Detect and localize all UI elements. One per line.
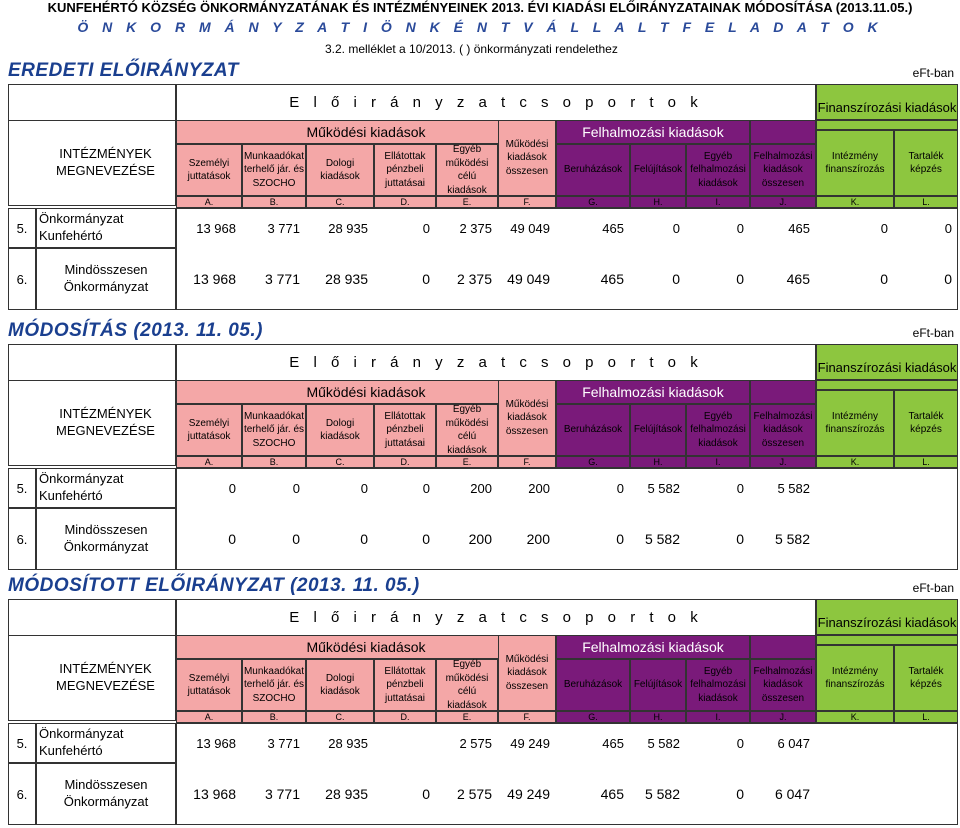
- col-letter: H.: [630, 711, 686, 723]
- col-letter: G.: [556, 456, 630, 468]
- cell-value: 0: [944, 220, 952, 236]
- cell-value: 28 935: [325, 786, 368, 802]
- inst-header: INTÉZMÉNYEK MEGNEVEZÉSE: [36, 635, 176, 721]
- col-header-egyeb-muk: Egyéb működési célú kiadások: [436, 144, 498, 196]
- inst-header: INTÉZMÉNYEK MEGNEVEZÉSE: [36, 380, 176, 466]
- cell-value: 49 249: [510, 735, 550, 751]
- cell-value: 0: [422, 786, 430, 802]
- col-letter: H.: [630, 456, 686, 468]
- data-frame: [176, 468, 958, 570]
- cell-value: 0: [616, 480, 624, 496]
- cell-value: 0: [228, 531, 236, 547]
- col-letter: A.: [176, 456, 242, 468]
- row-number: 6.: [8, 763, 36, 825]
- col-letter: J.: [750, 196, 816, 208]
- col-header-egyeb-muk: Egyéb működési célú kiadások: [436, 404, 498, 456]
- doc-title: KUNFEHÉRTÓ KÖZSÉG ÖNKORMÁNYZATÁNAK ÉS INTÉZMÉNYEINEK 2013. ÉVI KIADÁSI ELŐIRÁNYZATAINAK MÓDOSÍTÁSA (2013.11.05.): [47, 0, 913, 15]
- col-letter: B.: [242, 196, 306, 208]
- col-header-egyeb-muk: Egyéb működési célú kiadások: [436, 659, 498, 711]
- col-header-dologi: Dologi kiadások: [306, 659, 374, 711]
- group-header: E l ő i r á n y z a t c s o p o r t o k: [176, 344, 816, 380]
- felh-ossz-top: [750, 380, 816, 404]
- cell-value: 0: [672, 271, 680, 287]
- cell-value: 49 049: [507, 271, 550, 287]
- cell-value: 0: [880, 271, 888, 287]
- cell-value: 49 249: [507, 786, 550, 802]
- inst-no-col: [8, 380, 36, 466]
- cell-value: 3 771: [264, 271, 300, 287]
- col-letter: H.: [630, 196, 686, 208]
- col-letter: L.: [894, 196, 958, 208]
- section-3: [0, 573, 960, 828]
- cell-value: 0: [672, 220, 680, 236]
- cell-value: 28 935: [325, 271, 368, 287]
- cell-value: 13 968: [193, 786, 236, 802]
- unit-label: eFt-ban: [912, 326, 954, 340]
- fin-header: Finanszírozási kiadások: [816, 599, 958, 635]
- cell-value: 5 582: [644, 786, 680, 802]
- col-header-ellatottak: Ellátottak pénzbeli juttatásai: [374, 144, 436, 196]
- group-header: E l ő i r á n y z a t c s o p o r t o k: [176, 84, 816, 120]
- row-number: 6.: [8, 508, 36, 570]
- row-number: 5.: [8, 468, 36, 508]
- section-title: MÓDOSÍTOTT ELŐIRÁNYZAT (2013. 11. 05.): [8, 575, 420, 596]
- cell-value: 465: [602, 220, 624, 236]
- fin-header: Finanszírozási kiadások: [816, 344, 958, 380]
- felhalmozasi-header: Felhalmozási kiadások: [556, 120, 750, 144]
- col-header-felh-ossz: Felhalmozási kiadások összesen: [750, 404, 816, 456]
- col-header-dologi: Dologi kiadások: [306, 144, 374, 196]
- row-name: Mindösszesen Önkormányzat: [36, 508, 176, 570]
- cell-value: 13 968: [193, 271, 236, 287]
- col-letter: C.: [306, 711, 374, 723]
- col-letter: B.: [242, 711, 306, 723]
- cell-value: 200: [526, 531, 550, 547]
- col-header-munkaado: Munkaadókat terhelő jár. és SZOCHO: [242, 144, 306, 196]
- row-name: Önkormányzat Kunfehértó: [36, 468, 176, 508]
- cell-value: 6 047: [774, 786, 810, 802]
- col-header-egyeb-felh: Egyéb felhalmozási kiadások: [686, 404, 750, 456]
- col-header-felh-ossz: Felhalmozási kiadások összesen: [750, 659, 816, 711]
- cell-value: 2 575: [459, 735, 492, 751]
- cell-value: 2 375: [456, 271, 492, 287]
- mukodesi-header: Működési kiadások: [176, 635, 556, 659]
- col-header-beruhazas: Beruházások: [556, 659, 630, 711]
- cell-value: 3 771: [264, 786, 300, 802]
- col-header-beruhazas: Beruházások: [556, 144, 630, 196]
- col-header-ellatottak: Ellátottak pénzbeli juttatásai: [374, 659, 436, 711]
- cell-value: 2 575: [456, 786, 492, 802]
- col-letter: K.: [816, 196, 894, 208]
- col-header-felh-ossz: Felhalmozási kiadások összesen: [750, 144, 816, 196]
- section-title: MÓDOSÍTÁS (2013. 11. 05.): [8, 320, 264, 341]
- col-header-intezmeny-fin: Intézmény finanszírozás: [816, 130, 894, 196]
- data-frame: [176, 208, 958, 310]
- col-letter: J.: [750, 456, 816, 468]
- inst-no-col: [8, 120, 36, 206]
- col-header-muk-ossz: Működési kiadások összesen: [498, 120, 556, 196]
- fin-sub-top: [816, 635, 958, 645]
- col-letter: D.: [374, 456, 436, 468]
- cell-value: 0: [736, 271, 744, 287]
- cell-value: 6 047: [777, 735, 810, 751]
- col-letter: K.: [816, 711, 894, 723]
- section-title: EREDETI ELŐIRÁNYZAT: [8, 60, 239, 81]
- col-header-munkaado: Munkaadókat terhelő jár. és SZOCHO: [242, 404, 306, 456]
- row-number: 5.: [8, 723, 36, 763]
- unit-label: eFt-ban: [912, 66, 954, 80]
- col-letter: C.: [306, 456, 374, 468]
- cell-value: 465: [600, 271, 624, 287]
- cell-value: 465: [788, 220, 810, 236]
- col-header-szemelyi: Személyi juttatások: [176, 404, 242, 456]
- cell-value: 0: [736, 735, 744, 751]
- cell-value: 0: [736, 531, 744, 547]
- col-header-muk-ossz: Működési kiadások összesen: [498, 635, 556, 711]
- col-letter: A.: [176, 711, 242, 723]
- cell-value: 5 582: [647, 735, 680, 751]
- col-header-munkaado: Munkaadókat terhelő jár. és SZOCHO: [242, 659, 306, 711]
- mukodesi-header: Működési kiadások: [176, 120, 556, 144]
- cell-value: 28 935: [328, 220, 368, 236]
- row-name: Mindösszesen Önkormányzat: [36, 248, 176, 310]
- group-header: E l ő i r á n y z a t c s o p o r t o k: [176, 599, 816, 635]
- felh-ossz-top: [750, 635, 816, 659]
- cell-value: 0: [880, 220, 888, 236]
- doc-subtitle: Ö N K O R M Á N Y Z A T I Ö N K É N T V Á L L A L T F E L A D A T O K: [77, 19, 883, 35]
- cell-value: 0: [736, 220, 744, 236]
- cell-value: 0: [292, 480, 300, 496]
- cell-value: 0: [422, 271, 430, 287]
- cell-value: 0: [360, 531, 368, 547]
- col-header-felujitas: Felújítások: [630, 144, 686, 196]
- col-header-szemelyi: Személyi juttatások: [176, 144, 242, 196]
- section-1: [0, 58, 960, 313]
- col-letter: C.: [306, 196, 374, 208]
- col-header-tartalek: Tartalék képzés: [894, 130, 958, 196]
- col-letter: G.: [556, 711, 630, 723]
- cell-value: 3 771: [267, 220, 300, 236]
- cell-value: 200: [470, 480, 492, 496]
- col-letter: I.: [686, 456, 750, 468]
- cell-value: 3 771: [267, 735, 300, 751]
- col-letter: F.: [498, 196, 556, 208]
- row-number: 6.: [8, 248, 36, 310]
- col-letter: B.: [242, 456, 306, 468]
- felh-ossz-top: [750, 120, 816, 144]
- col-letter: F.: [498, 711, 556, 723]
- col-letter: J.: [750, 711, 816, 723]
- cell-value: 465: [600, 786, 624, 802]
- cell-value: 13 968: [196, 735, 236, 751]
- col-letter: L.: [894, 711, 958, 723]
- fin-sub-top: [816, 120, 958, 130]
- col-header-tartalek: Tartalék képzés: [894, 390, 958, 456]
- cell-value: 0: [422, 480, 430, 496]
- cell-value: 0: [944, 271, 952, 287]
- col-header-szemelyi: Személyi juttatások: [176, 659, 242, 711]
- col-letter: I.: [686, 196, 750, 208]
- cell-value: 49 049: [510, 220, 550, 236]
- col-letter: G.: [556, 196, 630, 208]
- col-header-egyeb-felh: Egyéb felhalmozási kiadások: [686, 659, 750, 711]
- cell-value: 465: [786, 271, 810, 287]
- col-letter: K.: [816, 456, 894, 468]
- felhalmozasi-header: Felhalmozási kiadások: [556, 635, 750, 659]
- section-2: [0, 318, 960, 573]
- cell-value: 28 935: [328, 735, 368, 751]
- col-header-beruhazas: Beruházások: [556, 404, 630, 456]
- cell-value: 5 582: [647, 480, 680, 496]
- cell-value: 0: [736, 480, 744, 496]
- col-header-egyeb-felh: Egyéb felhalmozási kiadások: [686, 144, 750, 196]
- col-letter: L.: [894, 456, 958, 468]
- cell-value: 13 968: [196, 220, 236, 236]
- col-letter: E.: [436, 711, 498, 723]
- col-header-intezmeny-fin: Intézmény finanszírozás: [816, 645, 894, 711]
- cell-value: 0: [616, 531, 624, 547]
- col-letter: A.: [176, 196, 242, 208]
- felhalmozasi-header: Felhalmozási kiadások: [556, 380, 750, 404]
- cell-value: 5 582: [644, 531, 680, 547]
- col-header-tartalek: Tartalék képzés: [894, 645, 958, 711]
- cell-value: 200: [528, 480, 550, 496]
- col-header-felujitas: Felújítások: [630, 659, 686, 711]
- cell-value: 200: [468, 531, 492, 547]
- left-top-blank: [8, 344, 176, 380]
- unit-label: eFt-ban: [912, 581, 954, 595]
- cell-value: 2 375: [459, 220, 492, 236]
- cell-value: 0: [422, 531, 430, 547]
- left-top-blank: [8, 84, 176, 120]
- inst-header: INTÉZMÉNYEK MEGNEVEZÉSE: [36, 120, 176, 206]
- cell-value: 0: [422, 220, 430, 236]
- row-name: Mindösszesen Önkormányzat: [36, 763, 176, 825]
- col-letter: D.: [374, 711, 436, 723]
- annex-note: 3.2. melléklet a 10/2013. ( ) önkormányzati rendelethez: [325, 42, 618, 56]
- cell-value: 5 582: [777, 480, 810, 496]
- col-header-felujitas: Felújítások: [630, 404, 686, 456]
- col-letter: I.: [686, 711, 750, 723]
- cell-value: 0: [360, 480, 368, 496]
- mukodesi-header: Működési kiadások: [176, 380, 556, 404]
- inst-no-col: [8, 635, 36, 721]
- col-letter: F.: [498, 456, 556, 468]
- fin-sub-top: [816, 380, 958, 390]
- cell-value: 465: [602, 735, 624, 751]
- col-header-dologi: Dologi kiadások: [306, 404, 374, 456]
- cell-value: 0: [228, 480, 236, 496]
- col-header-intezmeny-fin: Intézmény finanszírozás: [816, 390, 894, 456]
- col-header-muk-ossz: Működési kiadások összesen: [498, 380, 556, 456]
- fin-header: Finanszírozási kiadások: [816, 84, 958, 120]
- cell-value: 5 582: [774, 531, 810, 547]
- col-letter: E.: [436, 456, 498, 468]
- row-name: Önkormányzat Kunfehértó: [36, 723, 176, 763]
- cell-value: 0: [292, 531, 300, 547]
- col-header-ellatottak: Ellátottak pénzbeli juttatásai: [374, 404, 436, 456]
- left-top-blank: [8, 599, 176, 635]
- col-letter: E.: [436, 196, 498, 208]
- row-name: Önkormányzat Kunfehértó: [36, 208, 176, 248]
- col-letter: D.: [374, 196, 436, 208]
- data-frame: [176, 723, 958, 825]
- row-number: 5.: [8, 208, 36, 248]
- cell-value: 0: [736, 786, 744, 802]
